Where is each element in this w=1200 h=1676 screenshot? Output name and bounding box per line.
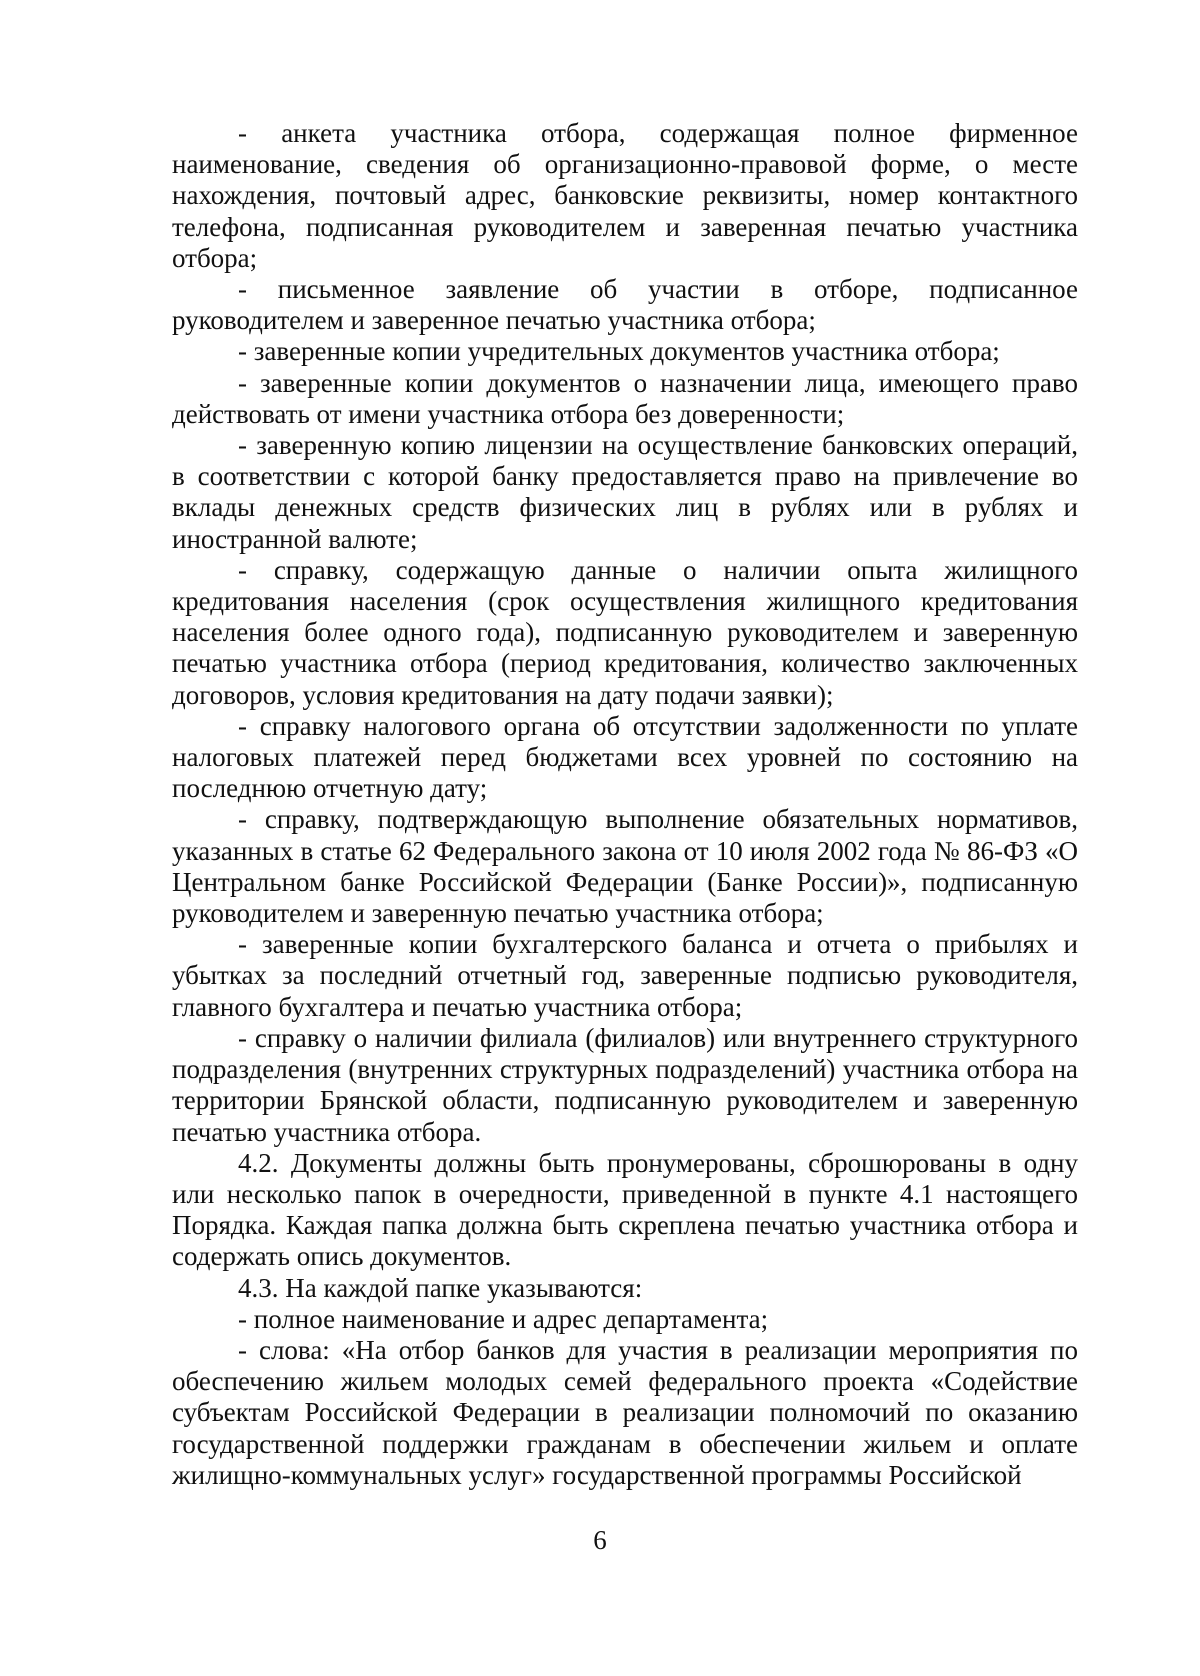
paragraph-section-4-3: 4.3. На каждой папке указываются: xyxy=(238,1272,643,1303)
body-text xyxy=(172,118,1078,1491)
paragraph-credit-experience: - справку, содержащую данные о наличии опыта жилищного кредитования населения (срок осуществления жилищного кредитования населения более одного года), подписанную руководителем и заверенную печатью участника отбора (период кредитования, количество заключенных договоров, условия кредитования на дату подачи заявки); xyxy=(172,554,1078,710)
paragraph-tax-certificate: - справку налогового органа об отсутствии задолженности по уплате налоговых платежей перед бюджетами всех уровней по состоянию на последнюю отчетную дату; xyxy=(172,710,1078,804)
paragraph-branch-certificate: - справку о наличии филиала (филиалов) или внутреннего структурного подразделения (внутренних структурных подразделений) участника отбора на территории Брянской области, подписанную руководителем и заверенную печатью участника отбора. xyxy=(172,1022,1078,1147)
paragraph-mandatory-standards: - справку, подтверждающую выполнение обязательных нормативов, указанных в статье 62 Федерального закона от 10 июля 2002 года № 86-ФЗ «О Центральном банке Российской Федерации (Банке России)», подписанную руководителем и заверенную печатью участника отбора; xyxy=(172,804,1078,929)
paragraph-appointment-documents: - заверенные копии документов о назначении лица, имеющего право действовать от имени участника отбора без доверенности; xyxy=(172,367,1078,429)
paragraph-folder-words: - слова: «На отбор банков для участия в реализации мероприятия по обеспечению жильем молодых семей федерального проекта «Содействие субъектам Российской Федерации в реализации полномочий по оказанию государственной поддержки гражданам в обеспечении жильем и оплате жилищно-коммунальных услуг» государственной программы Российской xyxy=(172,1334,1078,1490)
paragraph-balance-sheet: - заверенные копии бухгалтерского баланса и отчета о прибылях и убытках за последний отчетный год, заверенные подписью руководителя, главного бухгалтера и печатью участника отбора; xyxy=(172,929,1078,1022)
paragraph-written-application: - письменное заявление об участии в отборе, подписанное руководителем и заверенное печатью участника отбора; xyxy=(172,274,1078,336)
paragraph-banking-license: - заверенную копию лицензии на осуществление банковских операций, в соответствии с которой банку предоставляется право на привлечение во вклады денежных средств физических лиц в рублях или в рублях и иностранной валюте; xyxy=(172,430,1078,554)
paragraph-department-name: - полное наименование и адрес департамента; xyxy=(238,1303,769,1334)
page-number: 6 xyxy=(593,1525,607,1555)
paragraph-section-4-2: 4.2. Документы должны быть пронумерованы, сброшюрованы в одну или несколько папок в очередности, приведенной в пункте 4.1 настоящего Порядка. Каждая папка должна быть скреплена печатью участника отбора и содержать опись документов. xyxy=(172,1147,1078,1272)
paragraph-founding-documents: - заверенные копии учредительных документов участника отбора; xyxy=(238,336,1000,367)
paragraph-questionnaire: - анкета участника отбора, содержащая полное фирменное наименование, сведения об организационно-правовой форме, о месте нахождения, почтовый адрес, банковские реквизиты, номер контактного телефона, подписанная руководителем и заверенная печатью участника отбора; xyxy=(172,118,1078,273)
